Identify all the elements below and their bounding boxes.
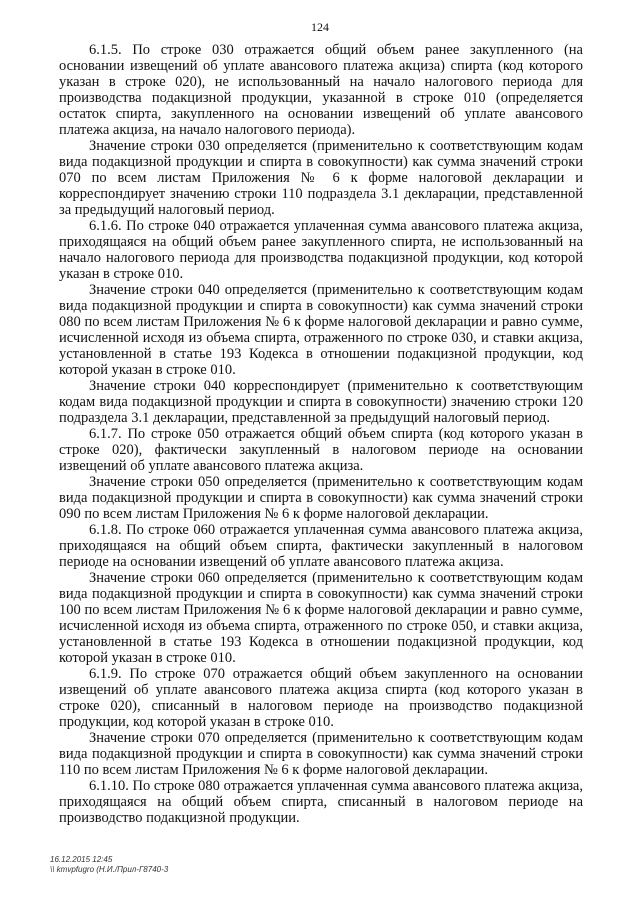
- page-number: 124: [311, 20, 329, 34]
- paragraph-6-1-5: 6.1.5. По строке 030 отражается общий объем ранее закупленного (на основании извещений об уплате авансового платежа акциза) спирта (код которого указан в строке 020), не использованный на начало налогового периода для производства подакцизной продукции, указанной в строке 010 (определяется остаток спирта, закупленного на основании извещений об уплате авансового платежа акциза, на начало налогового периода).: [59, 42, 583, 138]
- paragraph-6-1-9: 6.1.9. По строке 070 отражается общий объем закупленного на основании извещений об уплате авансового платежа акциза спирта (код которого указан в строке 020), списанный в налоговом периоде на производство подакцизной продукции, код которой указан в строке 010.: [59, 666, 583, 730]
- paragraph-line-070-value: Значение строки 070 определяется (применительно к соответствующим кодам вида подакцизной продукции и спирта в совокупности) как сумма значений строки 110 по всем листам Приложения № 6 к форме налоговой декларации.: [59, 730, 583, 778]
- paragraph-6-1-10: 6.1.10. По строке 080 отражается уплаченная сумма авансового платежа акциза, приходящаяся на общий объем спирта, списанный в налоговом периоде на производство подакцизной продукции.: [59, 778, 583, 826]
- paragraph-line-030-value: Значение строки 030 определяется (применительно к соответствующим кодам вида подакцизной продукции и спирта в совокупности) как сумма значений строки 070 по всем листам Приложения № 6 к форме налоговой декларации и корреспондирует значению строки 110 подраздела 3.1 декларации, представленной за предыдущий налоговый период.: [59, 138, 583, 218]
- paragraph-line-040-value: Значение строки 040 определяется (применительно к соответствующим кодам вида подакцизной продукции и спирта в совокупности) как сумма значений строки 080 по всем листам Приложения № 6 к форме налоговой декларации и равно сумме, исчисленной исходя из объема спирта, отраженного по строке 030, и ставки акциза, установленной в статье 193 Кодекса в отношении подакцизной продукции, код которой указан в строке 010.: [59, 282, 583, 378]
- footer-timestamp: 16.12.2015 12:45: [50, 855, 113, 864]
- paragraph-line-050-value: Значение строки 050 определяется (применительно к соответствующим кодам вида подакцизной продукции и спирта в совокупности) как сумма значений строки 090 по всем листам Приложения № 6 к форме налоговой декларации.: [59, 474, 583, 522]
- paragraph-line-040-correspondence: Значение строки 040 корреспондирует (применительно к соответствующим кодам вида подакцизной продукции и спирта в совокупности) значению строки 120 подраздела 3.1 декларации, представленной за предыдущий налоговый период.: [59, 378, 583, 426]
- paragraph-6-1-7: 6.1.7. По строке 050 отражается общий объем спирта (код которого указан в строке 020), фактически закупленный в налоговом периоде на основании извещений об уплате авансового платежа акциза.: [59, 426, 583, 474]
- paragraph-6-1-8: 6.1.8. По строке 060 отражается уплаченная сумма авансового платежа акциза, приходящаяся на общий объем спирта, фактически закупленный в налоговом периоде на основании извещений об уплате авансового платежа акциза.: [59, 522, 583, 570]
- print-footer: [50, 855, 168, 875]
- paragraph-line-060-value: Значение строки 060 определяется (применительно к соответствующим кодам вида подакцизной продукции и спирта в совокупности) как сумма значений строки 100 по всем листам Приложения № 6 к форме налоговой декларации и равно сумме, исчисленной исходя из объема спирта, отраженного по строке 050, и ставки акциза, установленной в статье 193 Кодекса в отношении подакцизной продукции, код которой указан в строке 010.: [59, 570, 583, 666]
- document-body: [59, 42, 583, 826]
- footer-file-path: \\ kmvpfugro (Н.И./Прил-Г8740-3: [50, 865, 169, 874]
- paragraph-6-1-6: 6.1.6. По строке 040 отражается уплаченная сумма авансового платежа акциза, приходящаяся на общий объем ранее закупленного спирта, не использованный на начало налогового периода для производства подакцизной продукции, код которой указан в строке 010.: [59, 218, 583, 282]
